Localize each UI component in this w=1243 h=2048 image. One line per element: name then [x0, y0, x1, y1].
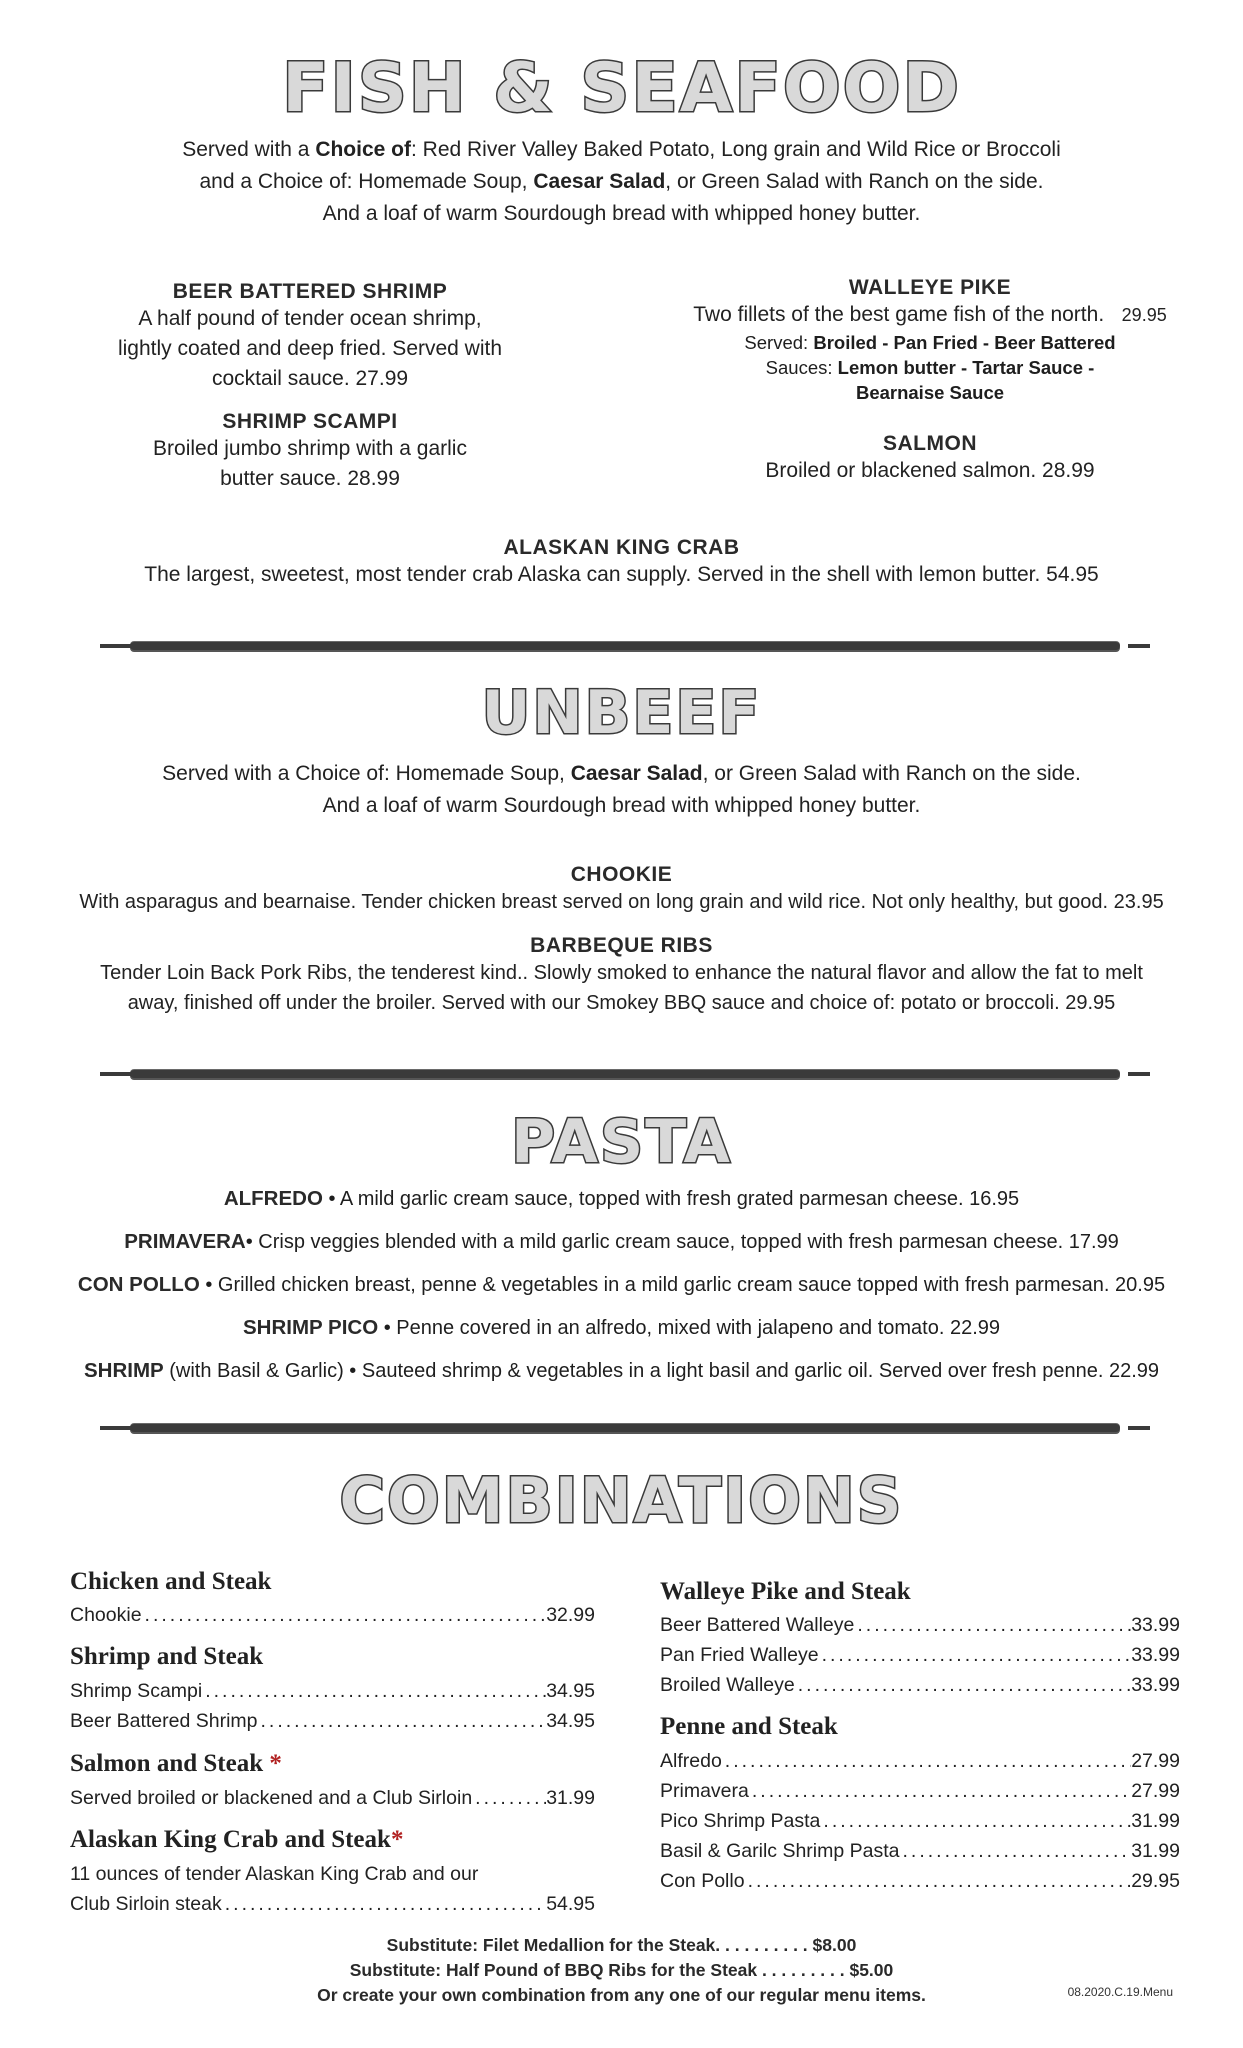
combo-walleye-head: Walleye Pike and Steak — [660, 1578, 911, 1605]
fish-intro-line-1: Served with a Choice of: Red River Valley Baked Potato, Long grain and Wild Rice or Broccoli — [182, 138, 1061, 161]
combo-row: Pico Shrimp Pasta ..... 31.99 — [660, 1806, 1180, 1836]
combo-row: Beer Battered Walleye ..... 33.99 — [660, 1610, 1180, 1640]
item-desc-line: The largest, sweetest, most tender crab Alaska can supply. Served in the shell with lemon butter. 54.95 — [144, 563, 1099, 586]
item-name: BEER BATTERED SHRIMP — [172, 280, 448, 303]
unbeef-intro-line-1: Served with a Choice of: Homemade Soup, Caesar Salad, or Green Salad with Ranch on the side. — [162, 762, 1081, 785]
combo-crab-head: Alaskan King Crab and Steak* — [70, 1826, 404, 1853]
combo-row: Shrimp Scampi ..... 34.95 — [70, 1676, 595, 1706]
combo-row: Served broiled or blackened and a Club Sirloin ..... 31.99 — [70, 1783, 595, 1813]
combo-row: Pan Fried Walleye ..... 33.99 — [660, 1640, 1180, 1670]
combo-row: Beer Battered Shrimp ..... 34.95 — [70, 1706, 595, 1736]
substitute-line: Or create your own combination from any one of our regular menu items. — [317, 1985, 926, 2005]
combo-row: Chookie ..... 32.99 — [70, 1600, 595, 1630]
divider — [130, 642, 1120, 650]
pasta-item-shrimp: SHRIMP (with Basil & Garlic) • Sauteed shrimp & vegetables in a light basil and garlic oil. Served over fresh penne. 22.99 — [83, 1359, 1160, 1382]
unbeef-intro — [0, 758, 1243, 822]
item-name: SHRIMP SCAMPI — [222, 410, 398, 433]
barbeque-ribs — [0, 934, 1243, 1018]
fish-intro-line-2: and a Choice of: Homemade Soup, Caesar Salad, or Green Salad with Ranch on the side. — [199, 170, 1044, 193]
pasta-title: PASTA — [511, 1107, 732, 1177]
item-desc-line: lightly coated and deep fried. Served with — [117, 337, 503, 360]
item-desc-line: With asparagus and bearnaise. Tender chicken breast served on long grain and wild rice. Not only healthy, but good. 23.95 — [79, 891, 1164, 913]
walleye-pike — [660, 276, 1200, 405]
item-name: CHOOKIE — [570, 863, 673, 886]
shrimp-scampi — [70, 410, 550, 494]
combo-row: Con Pollo ..... 29.95 — [660, 1866, 1180, 1896]
walleye-served: Served: Broiled - Pan Fried - Beer Battered — [744, 332, 1116, 353]
item-desc-line: Broiled jumbo shrimp with a garlic — [153, 437, 467, 460]
walleye-sauces-2: Bearnaise Sauce — [855, 382, 1005, 403]
item-desc-line: butter sauce. 28.99 — [220, 467, 400, 490]
substitute-line: Substitute: Filet Medallion for the Steak. . . . . . . . . . $8.00 — [386, 1935, 857, 1955]
item-desc-line: away, finished off under the broiler. Served with our Smokey BBQ sauce and choice of: potato or broccoli. 29.95 — [127, 992, 1116, 1014]
item-desc-line: Two fillets of the best game fish of the north. 29.95 — [693, 303, 1167, 326]
combo-shrimp-head: Shrimp and Steak — [70, 1643, 264, 1670]
item-desc-line: cocktail sauce. 27.99 — [211, 367, 409, 390]
combo-row: Basil & Garilc Shrimp Pasta ..... 31.99 — [660, 1836, 1180, 1866]
unbeef-intro-line-2: And a loaf of warm Sourdough bread with whipped honey butter. — [322, 794, 921, 817]
substitute-line: Substitute: Half Pound of BBQ Ribs for the Steak . . . . . . . . . $5.00 — [349, 1960, 894, 1980]
walleye-sauces: Sauces: Lemon butter - Tartar Sauce - — [765, 357, 1095, 378]
combo-penne-head: Penne and Steak — [660, 1713, 838, 1740]
item-desc-line: A half pound of tender ocean shrimp, — [138, 307, 482, 330]
salmon — [660, 432, 1200, 486]
combo-row: Primavera ..... 27.99 — [660, 1776, 1180, 1806]
combo-row: Broiled Walleye ..... 33.99 — [660, 1670, 1180, 1700]
combo-crab-desc: 11 ounces of tender Alaskan King Crab and our — [70, 1863, 479, 1885]
combo-chicken-head: Chicken and Steak — [70, 1568, 272, 1595]
item-name: ALASKAN KING CRAB — [503, 536, 740, 559]
item-name: BARBEQUE RIBS — [530, 934, 713, 957]
alaskan-king-crab — [0, 536, 1243, 590]
pasta-item-con-pollo: CON POLLO • Grilled chicken breast, penne & vegetables in a mild garlic cream sauce topped with fresh parmesan. 20.95 — [77, 1273, 1166, 1296]
chookie — [0, 863, 1243, 917]
combo-row: Club Sirloin steak ..... 54.95 — [70, 1889, 595, 1919]
combo-row: Alfredo ..... 27.99 — [660, 1746, 1180, 1776]
divider — [130, 1070, 1120, 1078]
fish-seafood-title: FISH & SEAFOOD — [282, 49, 961, 128]
beer-battered-shrimp — [70, 280, 550, 394]
item-desc-line: Broiled or blackened salmon. 28.99 — [765, 459, 1095, 482]
combinations-title: COMBINATIONS — [339, 1464, 904, 1537]
pasta-item-alfredo: ALFREDO • A mild garlic cream sauce, topped with fresh grated parmesan cheese. 16.95 — [223, 1187, 1020, 1210]
fish-intro — [0, 134, 1243, 230]
combo-salmon-head: Salmon and Steak * — [70, 1750, 282, 1777]
item-desc-line: Tender Loin Back Pork Ribs, the tenderest kind.. Slowly smoked to enhance the natural flavor and allow the fat to melt — [100, 962, 1143, 984]
pasta-item-shrimp-pico: SHRIMP PICO • Penne covered in an alfredo, mixed with jalapeno and tomato. 22.99 — [242, 1316, 1001, 1339]
menu-code: 08.2020.C.19.Menu — [1067, 1985, 1173, 1999]
pasta-item-primavera: PRIMAVERA• Crisp veggies blended with a mild garlic cream sauce, topped with fresh parmesan cheese. 17.99 — [124, 1230, 1119, 1253]
item-name: WALLEYE PIKE — [848, 276, 1012, 299]
item-name: SALMON — [883, 432, 977, 455]
unbeef-title: UNBEEF — [481, 678, 762, 748]
divider — [130, 1424, 1120, 1432]
fish-intro-line-3: And a loaf of warm Sourdough bread with whipped honey butter. — [322, 202, 921, 225]
